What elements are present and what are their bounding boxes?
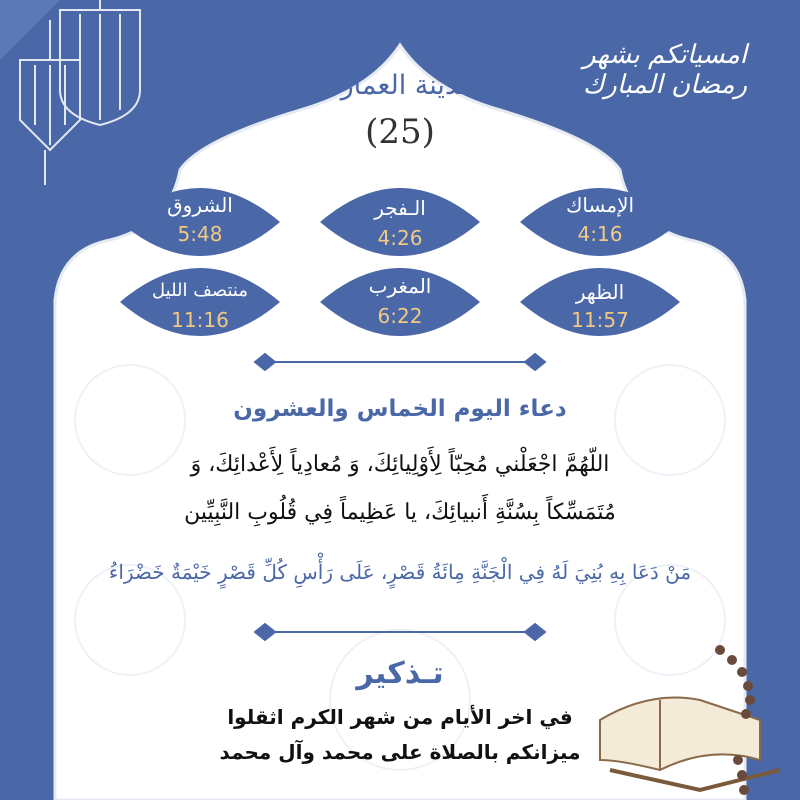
pill-time-maghrib: 6:22 bbox=[377, 304, 423, 328]
reminder-title: تـذكير bbox=[356, 656, 444, 691]
reminder-line-2: ميزانكم بالصلاة على محمد وآل محمد bbox=[219, 740, 581, 764]
dua-line-1: اللّهُمَّ اجْعَلْني مُحِبّاً لِأَوْلِيائِكَ، وَ مُعادِياً لِأَعْدائِكَ، وَ bbox=[190, 452, 610, 477]
reminder-line-1: في اخر الأيام من شهر الكرم اثقلوا bbox=[227, 705, 573, 729]
dua-line-2: مُتَمَسِّكاً بِسُنَّةِ أَنبيائِكَ، يا عَظِيماً فِي قُلُوبِ النَّبِيِّين bbox=[184, 500, 616, 525]
pill-label-dhuhr: الظهر bbox=[575, 280, 625, 304]
pill-label-midnight: منتصف الليل bbox=[152, 280, 248, 301]
pill-time-dhuhr: 11:57 bbox=[571, 308, 629, 332]
pill-time-midnight: 11:16 bbox=[171, 308, 229, 332]
lantern-icon bbox=[20, 0, 140, 185]
pill-time-imsak: 4:16 bbox=[577, 222, 623, 246]
pill-label-maghrib: المغرب bbox=[368, 274, 432, 298]
pill-label-imsak: الإمساك bbox=[565, 193, 635, 217]
ramadan-calligraphy: امسياتكم بشهر رمضان المبارك bbox=[582, 40, 748, 100]
dua-reward: مَنْ دَعَا بِهِ بُنِيَ لَهُ فِي الْجَنَّةِ مِائَةُ قَصْرٍ، عَلَى رَأْسِ كُلِّ قَصْرٍ خَيْمَةٌ خَضْرَاءُ bbox=[108, 560, 692, 584]
pill-label-fajr: الـفجر bbox=[374, 196, 426, 220]
pill-time-shuruq: 5:48 bbox=[177, 222, 223, 246]
pill-label-shuruq: الشروق bbox=[167, 193, 233, 217]
pill-time-fajr: 4:26 bbox=[377, 226, 423, 250]
dua-title: دعاء اليوم الخماس والعشرون bbox=[233, 396, 567, 422]
day-number: (25) bbox=[365, 112, 435, 152]
city-name: مدينة العمارة bbox=[326, 70, 474, 101]
